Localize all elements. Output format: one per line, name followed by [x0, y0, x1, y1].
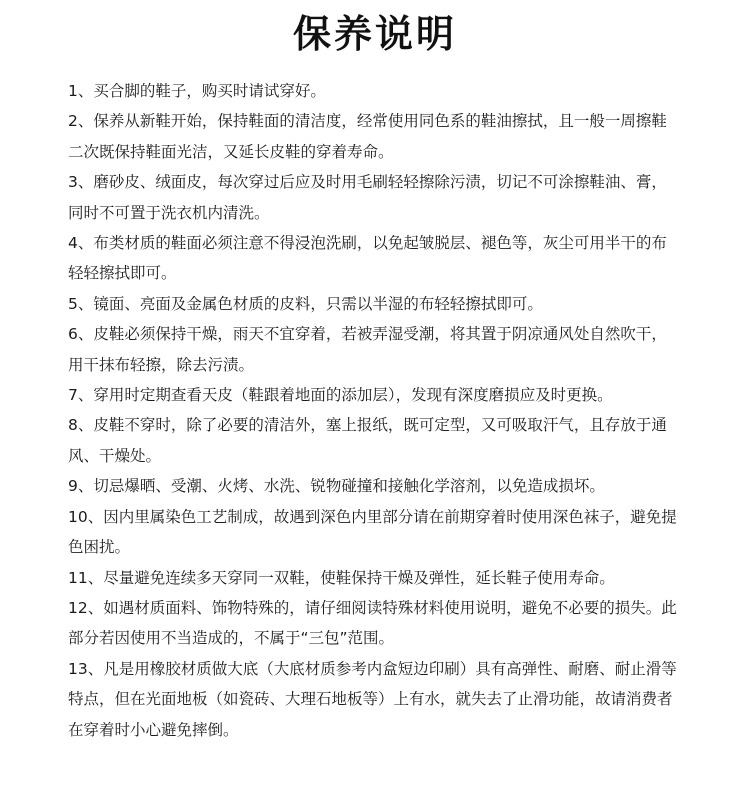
item-text: 买合脚的鞋子，购买时请试穿好。	[93, 82, 326, 100]
item-number: 10、	[68, 507, 104, 526]
item-number: 5、	[68, 294, 94, 313]
item-text: 镜面、亮面及金属色材质的皮料，只需以半湿的布轻轻擦拭即可。	[93, 294, 543, 313]
item-text: 皮鞋不穿时，除了必要的清洁外，塞上报纸，既可定型，又可吸取汗气，且存放于通风、干燥处。	[68, 416, 667, 465]
list-item	[68, 319, 680, 380]
item-text: 磨砂皮、绒面皮，每次穿过后应及时用毛刷轻轻擦除污渍，切记不可涂擦鞋油、膏，同时不可置于洗衣机内清洗。	[68, 173, 667, 222]
list-item	[68, 380, 680, 410]
item-number: 2、	[68, 112, 94, 131]
item-text: 凡是用橡胶材质做大底（大底材质参考内盒短边印刷）具有高弹性、耐磨、耐止滑等特点，但在光面地板（如瓷砖、大理石地板等）上有水，就失去了止滑功能，故请消费者在穿着时小心避免摔倒。	[68, 659, 677, 739]
page-title: 保养说明	[292, 12, 457, 56]
list-item	[68, 502, 680, 563]
item-text: 因内里属染色工艺制成，故遇到深色内里部分请在前期穿着时使用深色袜子，避免提色困扰。	[68, 507, 677, 557]
item-number: 13、	[68, 659, 104, 678]
list-item	[68, 471, 680, 501]
item-number: 8、	[68, 416, 94, 435]
item-text: 保养从新鞋开始，保持鞋面的清洁度，经常使用同色系的鞋油擦拭，且一般一周擦鞋二次既保持鞋面光洁，又延长皮鞋的穿着寿命。	[68, 112, 667, 161]
list-item	[68, 289, 680, 319]
item-number: 9、	[68, 477, 94, 496]
item-text: 穿用时定期查看天皮（鞋跟着地面的添加层），发现有深度磨损应及时更换。	[93, 386, 613, 405]
item-text: 切忌爆晒、受潮、火烤、水洗、锐物碰撞和接触化学溶剂，以免造成损坏。	[93, 477, 605, 496]
item-text: 如遇材质面料、饰物特殊的，请仔细阅读特殊材料使用说明，避免不必要的损失。此部分若因使用不当造成的，不属于“三包”范围。	[68, 598, 677, 648]
list-item	[68, 593, 680, 654]
item-number: 6、	[68, 325, 94, 344]
list-item	[68, 76, 680, 106]
item-number: 11、	[68, 568, 104, 587]
instruction-list	[68, 76, 680, 745]
list-item	[68, 106, 680, 167]
item-number: 1、	[68, 82, 94, 100]
item-text: 尽量避免连续多天穿同一双鞋，使鞋保持干燥及弹性，延长鞋子使用寿命。	[103, 568, 615, 587]
list-item	[68, 410, 680, 471]
item-number: 4、	[68, 234, 94, 253]
item-number: 3、	[68, 173, 94, 192]
list-item	[68, 167, 680, 228]
item-text: 布类材质的鞋面必须注意不得浸泡洗刷，以免起皱脱层、褪色等，灰尘可用半干的布轻轻擦拭即可。	[68, 234, 667, 283]
item-number: 12、	[68, 598, 104, 617]
list-item	[68, 654, 680, 745]
item-text: 皮鞋必须保持干燥，雨天不宜穿着，若被弄湿受潮，将其置于阴凉通风处自然吹干，用干抹布轻擦，除去污渍。	[68, 325, 667, 374]
list-item	[68, 563, 680, 593]
list-item	[68, 228, 680, 289]
item-number: 7、	[68, 386, 94, 405]
